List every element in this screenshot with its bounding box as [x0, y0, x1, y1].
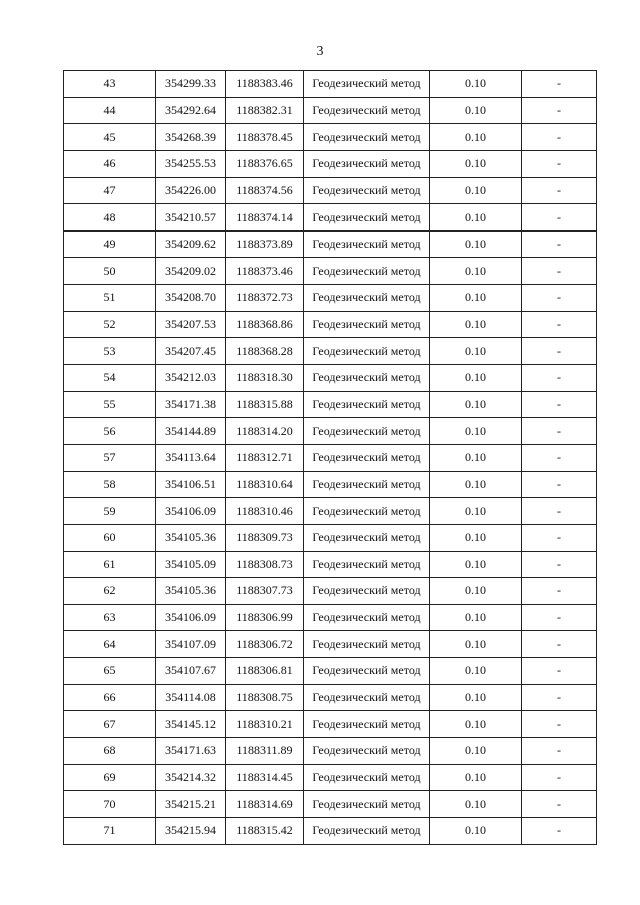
note-cell: -: [522, 604, 597, 631]
method-cell: Геодезический метод: [304, 791, 430, 818]
method-cell: Геодезический метод: [304, 764, 430, 791]
point-number-cell: 53: [64, 338, 156, 365]
accuracy-cell: 0.10: [430, 578, 522, 605]
table-row: [64, 471, 597, 498]
table-row: [64, 551, 597, 578]
accuracy-cell: 0.10: [430, 177, 522, 204]
note-cell: -: [522, 738, 597, 765]
x-coordinate-cell: 354214.32: [156, 764, 226, 791]
y-coordinate-cell: 1188315.88: [226, 391, 304, 418]
x-coordinate-cell: 354106.51: [156, 471, 226, 498]
y-coordinate-cell: 1188374.56: [226, 177, 304, 204]
note-cell: -: [522, 71, 597, 98]
point-number-cell: 62: [64, 578, 156, 605]
method-cell: Геодезический метод: [304, 177, 430, 204]
method-cell: Геодезический метод: [304, 311, 430, 338]
note-cell: -: [522, 285, 597, 312]
note-cell: -: [522, 444, 597, 471]
point-number-cell: 67: [64, 711, 156, 738]
table-row: [64, 285, 597, 312]
note-cell: -: [522, 231, 597, 258]
table-row: [64, 311, 597, 338]
point-number-cell: 48: [64, 204, 156, 231]
table-row: [64, 231, 597, 258]
method-cell: Геодезический метод: [304, 258, 430, 285]
note-cell: -: [522, 418, 597, 445]
y-coordinate-cell: 1188382.31: [226, 97, 304, 124]
method-cell: Геодезический метод: [304, 604, 430, 631]
table-row: [64, 444, 597, 471]
table-row: [64, 524, 597, 551]
note-cell: -: [522, 258, 597, 285]
table-row: [64, 658, 597, 685]
x-coordinate-cell: 354209.62: [156, 231, 226, 258]
x-coordinate-cell: 354113.64: [156, 444, 226, 471]
table-row: [64, 684, 597, 711]
table-row: [64, 418, 597, 445]
x-coordinate-cell: 354268.39: [156, 124, 226, 151]
note-cell: -: [522, 658, 597, 685]
note-cell: -: [522, 97, 597, 124]
x-coordinate-cell: 354171.63: [156, 738, 226, 765]
point-number-cell: 44: [64, 97, 156, 124]
method-cell: Геодезический метод: [304, 658, 430, 685]
x-coordinate-cell: 354114.08: [156, 684, 226, 711]
y-coordinate-cell: 1188315.42: [226, 817, 304, 844]
point-number-cell: 68: [64, 738, 156, 765]
method-cell: Геодезический метод: [304, 631, 430, 658]
x-coordinate-cell: 354210.57: [156, 204, 226, 231]
table-row: [64, 338, 597, 365]
y-coordinate-cell: 1188314.45: [226, 764, 304, 791]
x-coordinate-cell: 354171.38: [156, 391, 226, 418]
table-row: [64, 578, 597, 605]
method-cell: Геодезический метод: [304, 444, 430, 471]
note-cell: -: [522, 631, 597, 658]
x-coordinate-cell: 354209.02: [156, 258, 226, 285]
accuracy-cell: 0.10: [430, 658, 522, 685]
method-cell: Геодезический метод: [304, 817, 430, 844]
accuracy-cell: 0.10: [430, 97, 522, 124]
accuracy-cell: 0.10: [430, 391, 522, 418]
note-cell: -: [522, 150, 597, 177]
table-row: [64, 391, 597, 418]
note-cell: -: [522, 551, 597, 578]
point-number-cell: 54: [64, 365, 156, 392]
y-coordinate-cell: 1188368.28: [226, 338, 304, 365]
table-row: [64, 258, 597, 285]
y-coordinate-cell: 1188310.64: [226, 471, 304, 498]
accuracy-cell: 0.10: [430, 791, 522, 818]
point-number-cell: 49: [64, 231, 156, 258]
table-row: [64, 604, 597, 631]
method-cell: Геодезический метод: [304, 498, 430, 525]
accuracy-cell: 0.10: [430, 444, 522, 471]
y-coordinate-cell: 1188306.81: [226, 658, 304, 685]
method-cell: Геодезический метод: [304, 204, 430, 231]
point-number-cell: 50: [64, 258, 156, 285]
x-coordinate-cell: 354107.09: [156, 631, 226, 658]
y-coordinate-cell: 1188314.69: [226, 791, 304, 818]
point-number-cell: 60: [64, 524, 156, 551]
accuracy-cell: 0.10: [430, 231, 522, 258]
method-cell: Геодезический метод: [304, 471, 430, 498]
note-cell: -: [522, 578, 597, 605]
method-cell: Геодезический метод: [304, 365, 430, 392]
method-cell: Геодезический метод: [304, 418, 430, 445]
y-coordinate-cell: 1188372.73: [226, 285, 304, 312]
accuracy-cell: 0.10: [430, 498, 522, 525]
accuracy-cell: 0.10: [430, 71, 522, 98]
y-coordinate-cell: 1188307.73: [226, 578, 304, 605]
y-coordinate-cell: 1188373.89: [226, 231, 304, 258]
method-cell: Геодезический метод: [304, 551, 430, 578]
accuracy-cell: 0.10: [430, 365, 522, 392]
y-coordinate-cell: 1188318.30: [226, 365, 304, 392]
x-coordinate-cell: 354215.94: [156, 817, 226, 844]
point-number-cell: 59: [64, 498, 156, 525]
table-row: [64, 71, 597, 98]
y-coordinate-cell: 1188308.75: [226, 684, 304, 711]
point-number-cell: 45: [64, 124, 156, 151]
point-number-cell: 43: [64, 71, 156, 98]
y-coordinate-cell: 1188310.46: [226, 498, 304, 525]
method-cell: Геодезический метод: [304, 524, 430, 551]
table-row: [64, 498, 597, 525]
x-coordinate-cell: 354299.33: [156, 71, 226, 98]
accuracy-cell: 0.10: [430, 258, 522, 285]
note-cell: -: [522, 684, 597, 711]
accuracy-cell: 0.10: [430, 471, 522, 498]
table-row: [64, 631, 597, 658]
y-coordinate-cell: 1188373.46: [226, 258, 304, 285]
accuracy-cell: 0.10: [430, 551, 522, 578]
accuracy-cell: 0.10: [430, 338, 522, 365]
note-cell: -: [522, 365, 597, 392]
table-row: [64, 124, 597, 151]
table-row: [64, 791, 597, 818]
x-coordinate-cell: 354208.70: [156, 285, 226, 312]
table-row: [64, 711, 597, 738]
y-coordinate-cell: 1188312.71: [226, 444, 304, 471]
table-row: [64, 97, 597, 124]
point-number-cell: 57: [64, 444, 156, 471]
point-number-cell: 70: [64, 791, 156, 818]
table-row: [64, 150, 597, 177]
accuracy-cell: 0.10: [430, 684, 522, 711]
method-cell: Геодезический метод: [304, 684, 430, 711]
note-cell: -: [522, 204, 597, 231]
note-cell: -: [522, 791, 597, 818]
point-number-cell: 71: [64, 817, 156, 844]
x-coordinate-cell: 354106.09: [156, 498, 226, 525]
method-cell: Геодезический метод: [304, 338, 430, 365]
note-cell: -: [522, 817, 597, 844]
note-cell: -: [522, 311, 597, 338]
accuracy-cell: 0.10: [430, 285, 522, 312]
y-coordinate-cell: 1188308.73: [226, 551, 304, 578]
note-cell: -: [522, 471, 597, 498]
point-number-cell: 56: [64, 418, 156, 445]
accuracy-cell: 0.10: [430, 150, 522, 177]
point-number-cell: 64: [64, 631, 156, 658]
accuracy-cell: 0.10: [430, 204, 522, 231]
table-row: [64, 177, 597, 204]
y-coordinate-cell: 1188310.21: [226, 711, 304, 738]
accuracy-cell: 0.10: [430, 124, 522, 151]
accuracy-cell: 0.10: [430, 738, 522, 765]
x-coordinate-cell: 354292.64: [156, 97, 226, 124]
page-number: 3: [316, 44, 324, 59]
table-row: [64, 365, 597, 392]
method-cell: Геодезический метод: [304, 231, 430, 258]
note-cell: -: [522, 338, 597, 365]
coordinates-table-body: [64, 71, 597, 845]
note-cell: -: [522, 524, 597, 551]
method-cell: Геодезический метод: [304, 97, 430, 124]
y-coordinate-cell: 1188306.99: [226, 604, 304, 631]
point-number-cell: 69: [64, 764, 156, 791]
x-coordinate-cell: 354207.53: [156, 311, 226, 338]
x-coordinate-cell: 354215.21: [156, 791, 226, 818]
note-cell: -: [522, 124, 597, 151]
point-number-cell: 66: [64, 684, 156, 711]
method-cell: Геодезический метод: [304, 738, 430, 765]
y-coordinate-cell: 1188306.72: [226, 631, 304, 658]
coordinates-table: [63, 70, 597, 845]
point-number-cell: 51: [64, 285, 156, 312]
x-coordinate-cell: 354106.09: [156, 604, 226, 631]
point-number-cell: 52: [64, 311, 156, 338]
note-cell: -: [522, 711, 597, 738]
x-coordinate-cell: 354105.09: [156, 551, 226, 578]
method-cell: Геодезический метод: [304, 711, 430, 738]
x-coordinate-cell: 354226.00: [156, 177, 226, 204]
method-cell: Геодезический метод: [304, 150, 430, 177]
note-cell: -: [522, 177, 597, 204]
accuracy-cell: 0.10: [430, 604, 522, 631]
point-number-cell: 65: [64, 658, 156, 685]
accuracy-cell: 0.10: [430, 311, 522, 338]
point-number-cell: 47: [64, 177, 156, 204]
y-coordinate-cell: 1188376.65: [226, 150, 304, 177]
y-coordinate-cell: 1188374.14: [226, 204, 304, 231]
point-number-cell: 46: [64, 150, 156, 177]
x-coordinate-cell: 354144.89: [156, 418, 226, 445]
y-coordinate-cell: 1188378.45: [226, 124, 304, 151]
point-number-cell: 61: [64, 551, 156, 578]
note-cell: -: [522, 391, 597, 418]
accuracy-cell: 0.10: [430, 817, 522, 844]
y-coordinate-cell: 1188314.20: [226, 418, 304, 445]
accuracy-cell: 0.10: [430, 711, 522, 738]
y-coordinate-cell: 1188311.89: [226, 738, 304, 765]
accuracy-cell: 0.10: [430, 524, 522, 551]
point-number-cell: 58: [64, 471, 156, 498]
method-cell: Геодезический метод: [304, 71, 430, 98]
method-cell: Геодезический метод: [304, 391, 430, 418]
note-cell: -: [522, 764, 597, 791]
y-coordinate-cell: 1188309.73: [226, 524, 304, 551]
y-coordinate-cell: 1188368.86: [226, 311, 304, 338]
y-coordinate-cell: 1188383.46: [226, 71, 304, 98]
point-number-cell: 55: [64, 391, 156, 418]
table-row: [64, 738, 597, 765]
accuracy-cell: 0.10: [430, 631, 522, 658]
x-coordinate-cell: 354212.03: [156, 365, 226, 392]
table-row: [64, 817, 597, 844]
table-row: [64, 764, 597, 791]
method-cell: Геодезический метод: [304, 578, 430, 605]
table-row: [64, 204, 597, 231]
x-coordinate-cell: 354105.36: [156, 524, 226, 551]
x-coordinate-cell: 354105.36: [156, 578, 226, 605]
accuracy-cell: 0.10: [430, 764, 522, 791]
x-coordinate-cell: 354107.67: [156, 658, 226, 685]
x-coordinate-cell: 354145.12: [156, 711, 226, 738]
method-cell: Геодезический метод: [304, 124, 430, 151]
x-coordinate-cell: 354207.45: [156, 338, 226, 365]
x-coordinate-cell: 354255.53: [156, 150, 226, 177]
method-cell: Геодезический метод: [304, 285, 430, 312]
point-number-cell: 63: [64, 604, 156, 631]
accuracy-cell: 0.10: [430, 418, 522, 445]
note-cell: -: [522, 498, 597, 525]
